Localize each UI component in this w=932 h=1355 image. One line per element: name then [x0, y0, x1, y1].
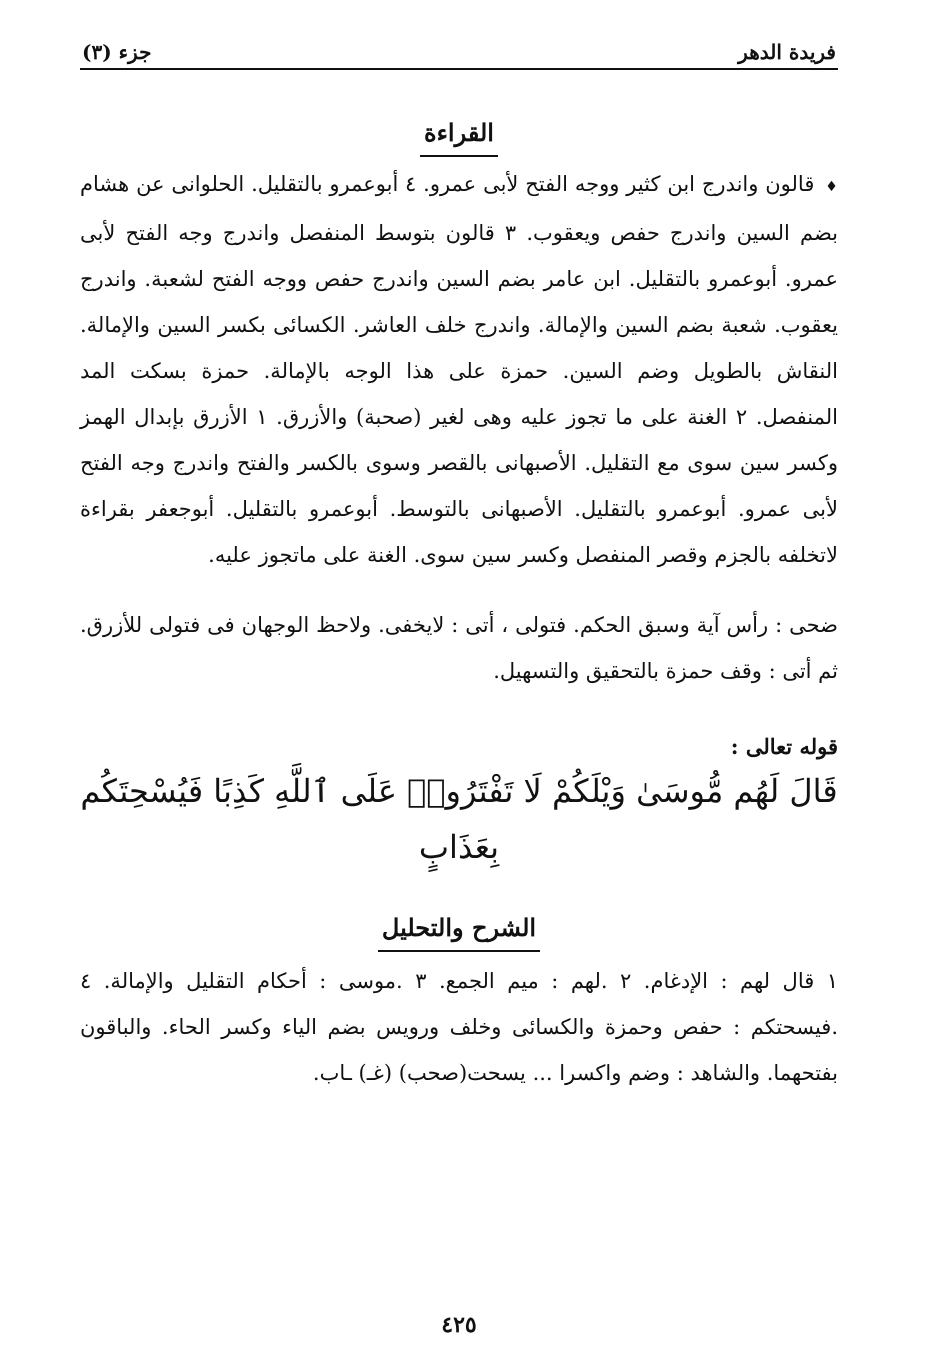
note-text: ضحى : رأس آية وسبق الحكم. فتولى ، أتى : لايخفى. ولاحظ الوجهان فى فتولى للأزرق. ثم أتى : وقف حمزة بالتحقيق والتسهيل.	[80, 613, 838, 683]
qiraa-title-text: القراءة	[420, 118, 498, 157]
book-title: فريدة الدهر	[738, 40, 836, 64]
page-number: ٤٢٥	[441, 1312, 477, 1338]
qiraa-title	[80, 118, 838, 157]
page-header	[80, 28, 838, 70]
sharh-title-text: الشرح والتحليل	[378, 913, 540, 952]
sharh-title	[80, 913, 838, 952]
part-label: جزء (٣)	[82, 40, 152, 64]
verse-label: قوله تعالى :	[730, 734, 838, 759]
sharh-text: ١ قال لهم : الإدغام. ٢ .لهم : ميم الجمع. ٣ .موسى : أحكام التقليل والإمالة. ٤ .فيسحتكم : حفص وحمزة والكسائى وخلف ورويس بضم الياء وكسر الحاء. والباقون بفتحهما. والشاهد : وضم واكسرا ... يسحت(صحب) (غـ) ـاب.	[80, 969, 839, 1085]
sharh-paragraph	[80, 958, 838, 1096]
qiraa-text: قالون واندرج ابن كثير ووجه الفتح لأبى عمرو. ٤ أبوعمرو بالتقليل. الحلوانى عن هشام بضم السين واندرج حفص ويعقوب. ٣ قالون بتوسط المنفصل واندرج وجه الفتح لأبى عمرو. أبوعمرو بالتقليل. ابن عامر بضم السين واندرج حفص ووجه الفتح لشعبة. واندرج يعقوب. شعبة بضم السين والإمالة. واندرج خلف العاشر. الكسائى بكسر السين والإمالة. النقاش بالطويل وضم السين. حمزة على هذا الوجه بالإمالة. حمزة بسكت المد المنفصل. ٢ الغنة على ما تجوز عليه وهى لغير (صحبة) والأزرق. ١ الأزرق بإبدال الهمز وكسر سين سوى مع التقليل. الأصبهانى بالقصر وسوى بالكسر والفتح واندرج وجه الفتح لأبى عمرو. أبوعمرو بالتقليل. الأصبهانى بالتوسط. أبوعمرو بالتقليل. أبوجعفر بقراءة لاتخلفه بالجزم وقصر المنفصل وكسر سين سوى. الغنة على ماتجوز عليه.	[80, 172, 838, 567]
note-paragraph	[80, 602, 838, 694]
quran-verse: قَالَ لَهُم مُّوسَىٰ وَيْلَكُمْ لَا تَفْتَرُوا۟ عَلَى ٱللَّهِ كَذِبًا فَيُسْحِتَكُم بِعَذَابٍ	[80, 772, 838, 866]
bullet-icon: ♦	[825, 179, 838, 195]
qiraa-paragraph	[80, 161, 838, 578]
page	[80, 28, 838, 1338]
